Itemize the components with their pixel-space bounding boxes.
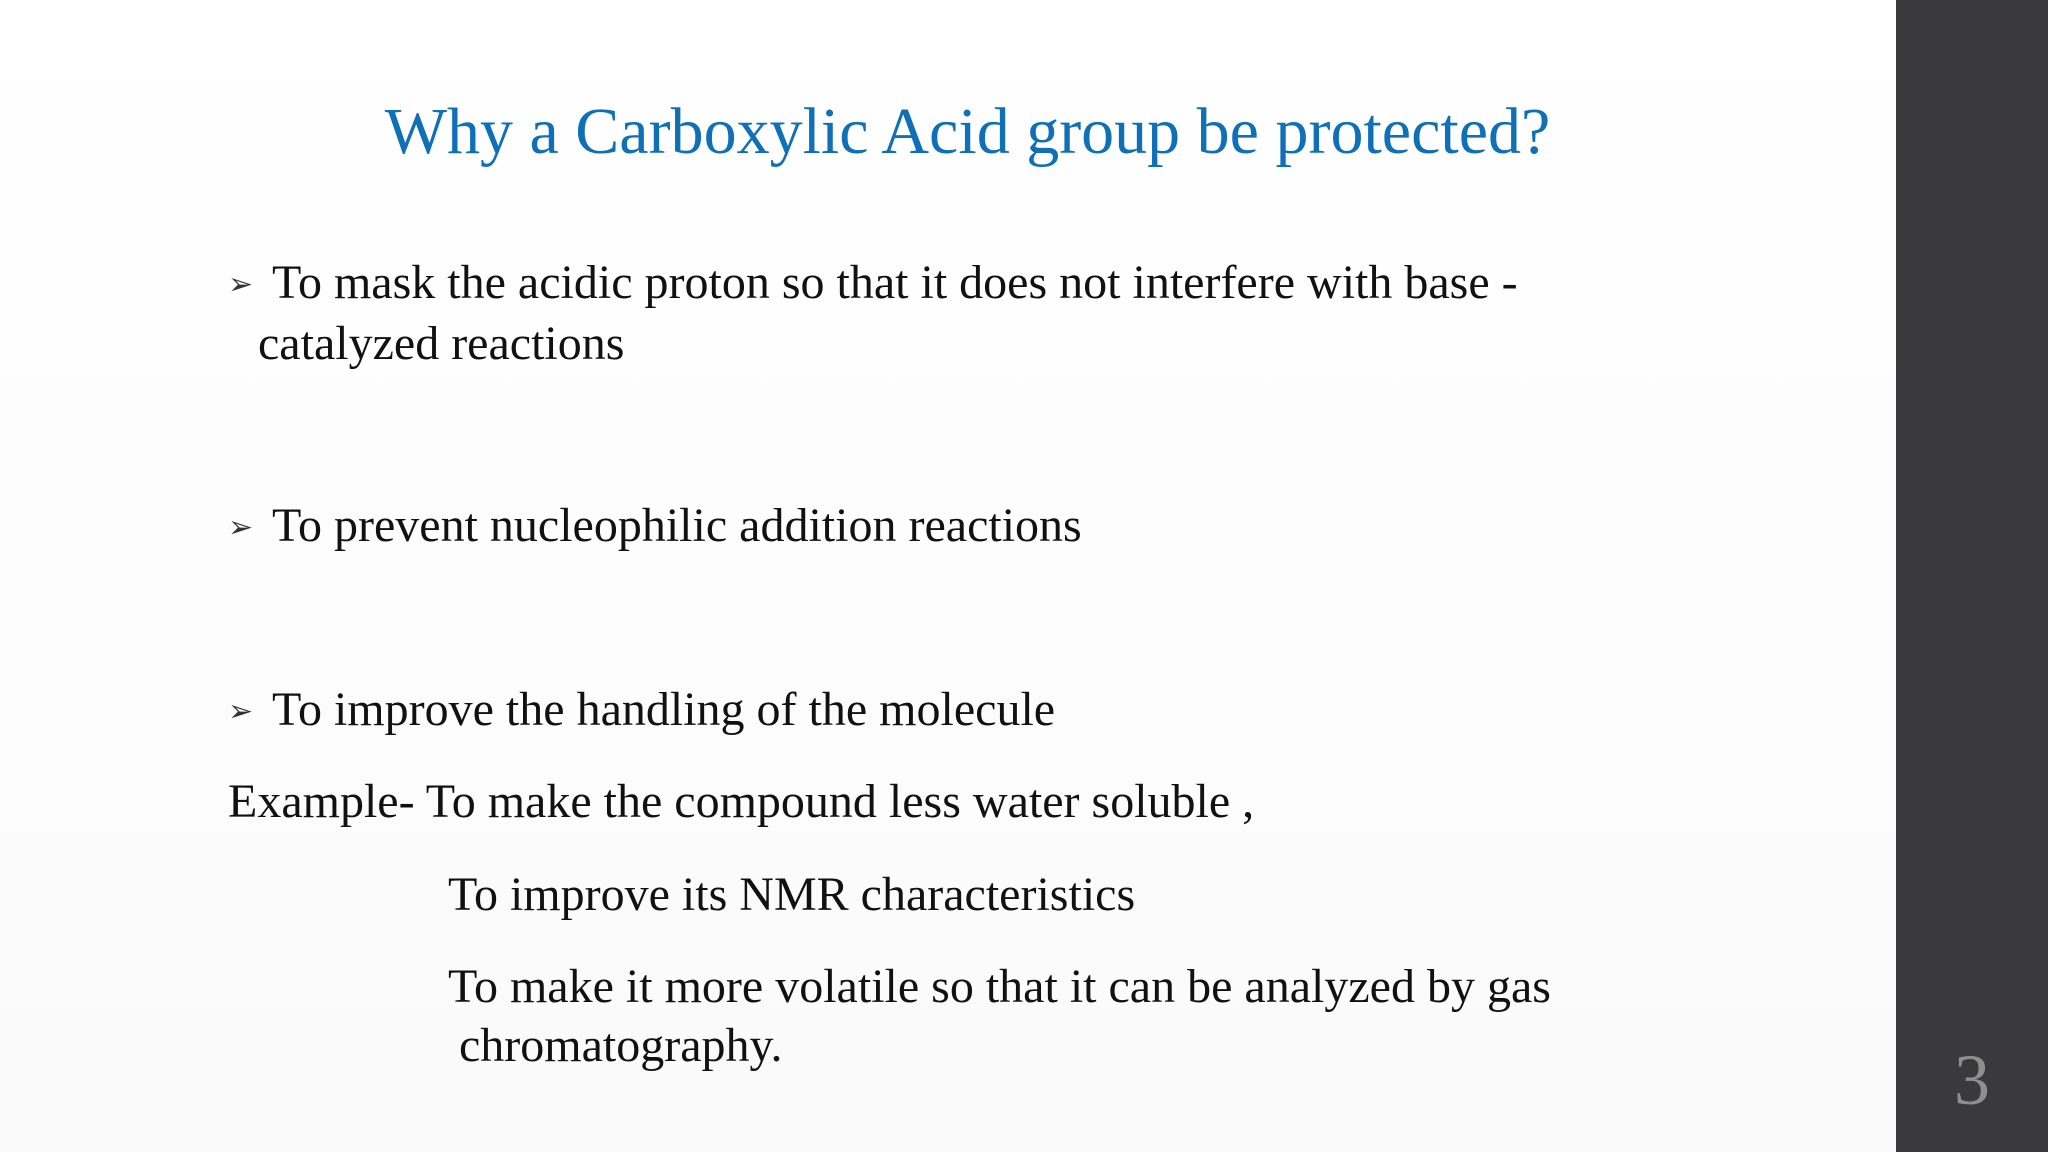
arrow-bullet-icon: ➢ <box>228 694 254 729</box>
example-item-continuation: chromatography. <box>459 1019 783 1072</box>
arrow-bullet-icon: ➢ <box>228 510 254 545</box>
slide-title: Why a Carboxylic Acid group be protected? <box>384 95 1551 168</box>
example-lead: Example- To make the compound less water soluble , <box>228 775 1255 828</box>
arrow-bullet-icon: ➢ <box>228 267 254 302</box>
example-item-text: To improve its NMR characteristics <box>448 868 1136 921</box>
bullet-item <box>228 253 1518 373</box>
example-item <box>448 865 1135 924</box>
bullet-item <box>228 496 1082 557</box>
bullet-text: To improve the handling of the molecule <box>272 683 1056 736</box>
example-item-text: To make it more volatile so that it can be analyzed by gas <box>448 960 1551 1013</box>
right-sidebar <box>1896 0 2048 1152</box>
bullet-text: To prevent nucleophilic addition reactions <box>272 499 1082 552</box>
bullet-item <box>228 680 1055 741</box>
page-number: 3 <box>1954 1040 1990 1120</box>
example-item <box>448 957 1551 1075</box>
bullet-text: To mask the acidic proton so that it does not interfere with base - <box>272 256 1518 309</box>
bullet-text-continuation: catalyzed reactions <box>258 317 625 370</box>
